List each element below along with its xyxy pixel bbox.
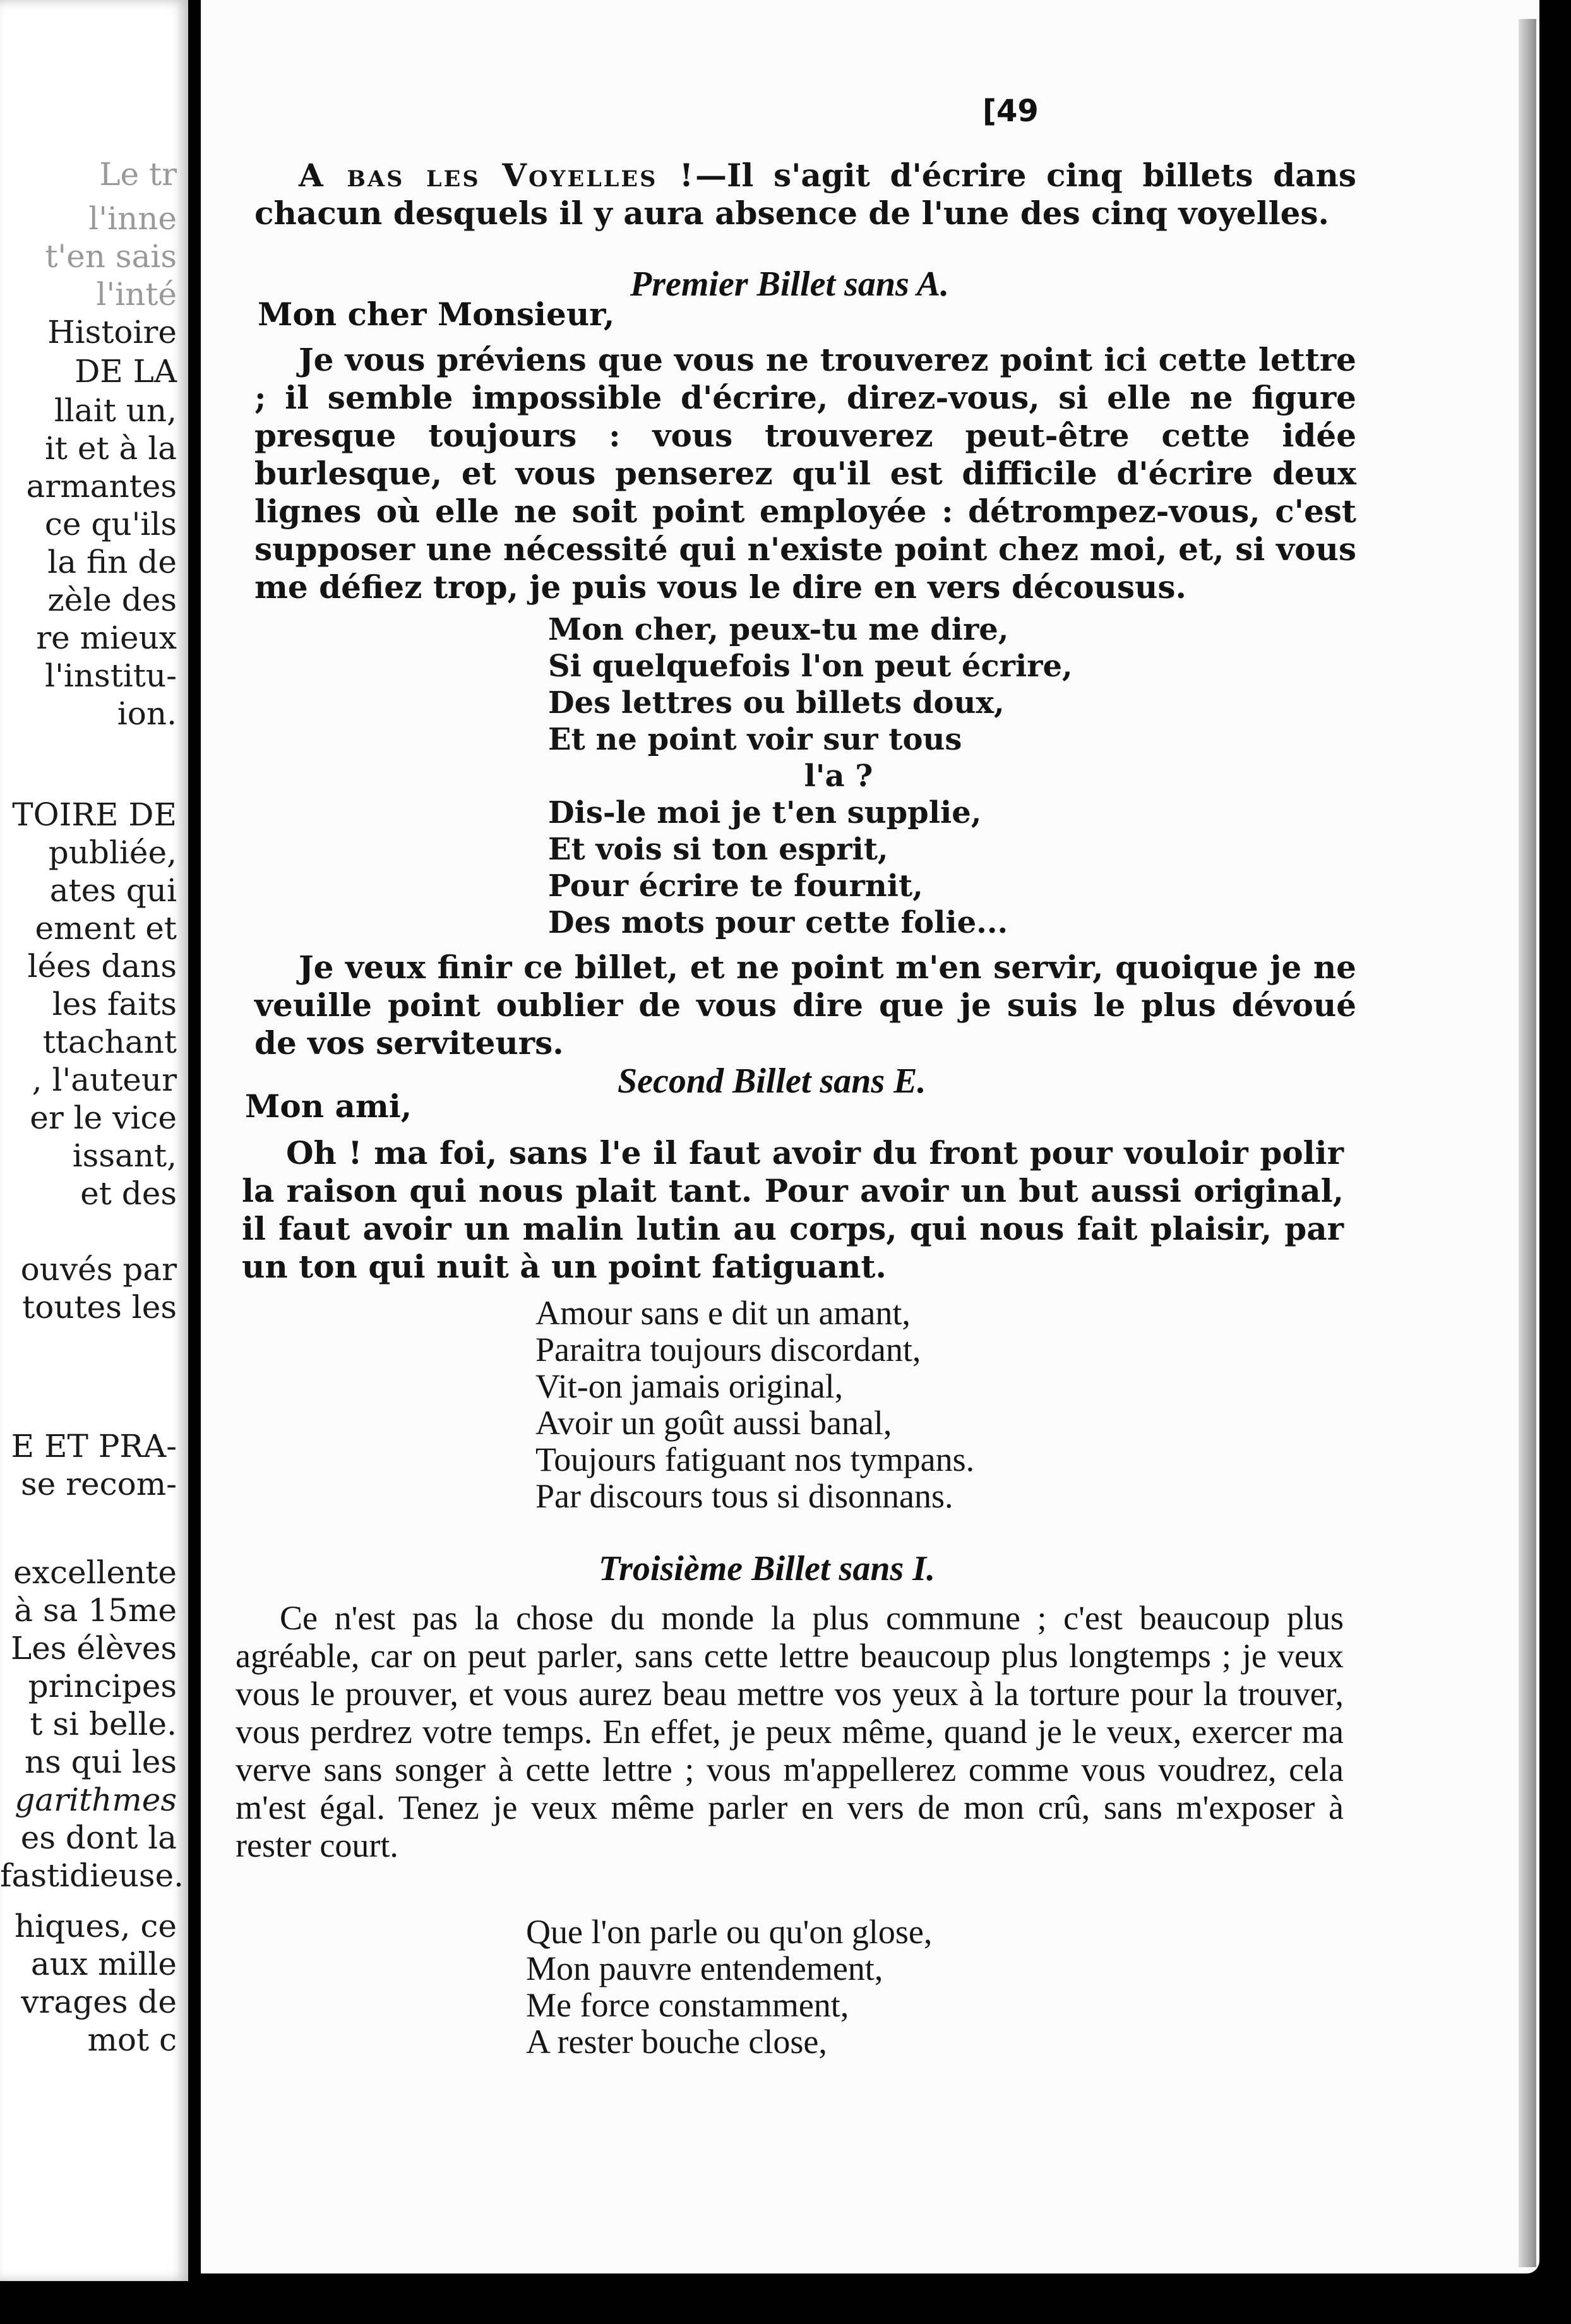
poem-line: Mon cher, peux-tu me dire, [548, 612, 1009, 647]
left-page-line: ouvés par [20, 1251, 177, 1288]
page-number: [49 [983, 93, 1039, 129]
left-page-line: , l'auteur [32, 1062, 177, 1098]
left-page-line: vrages de [21, 1984, 177, 2020]
left-page-line: l'inté [96, 276, 177, 313]
poem-line: Toujours fatiguant nos tympans. [535, 1441, 975, 1478]
billet1-salutation: Mon cher Monsieur, [258, 296, 615, 333]
left-page-line: lées dans [27, 948, 177, 985]
left-page-line: issant, [72, 1137, 177, 1174]
intro-caps: A bas les Voyelles ! [299, 157, 695, 194]
main-page [201, 0, 1539, 2273]
left-page-line: la fin de [47, 544, 177, 580]
left-page-line: es dont la [20, 1819, 177, 1856]
billet1-poem [548, 611, 1073, 941]
billet3-paragraph: Ce n'est pas la chose du monde la plus commune ; c'est beaucoup plus agréable, car on peut parler, sans cette lettre beaucoup plus longtemps ; je veux vous le prouver, et vous aurez beau mettre vos yeux à la torture pour la trouver, vous perdrez votre temps. En effet, je peux même, quand je le veux, exercer ma verve sans songer à cette lettre ; vous m'appellerez comme vous voudrez, cela m'est égal. Tenez je veux même parler en vers de mon crû, sans m'exposer à rester court. [236, 1599, 1344, 1864]
left-page-line: ce qu'ils [44, 506, 177, 542]
left-page-line: hiques, ce [14, 1908, 177, 1944]
left-page-line: fastidieuse. [0, 1857, 184, 1894]
left-page-line: toutes les [22, 1289, 177, 1326]
left-page-line: les faits [52, 986, 177, 1022]
intro-rest: —Il s'agit d'écrire cinq billets dans chacun desquels il y aura absence de l'une des cinq voyelles. [254, 157, 1356, 232]
left-page-line: Les élèves [10, 1630, 177, 1667]
billet3-title: Troisième Billet sans I. [599, 1549, 936, 1588]
left-page-line: l'inne [88, 200, 177, 237]
left-page-fragment [0, 0, 188, 2281]
left-page-line: principes [28, 1668, 177, 1704]
left-page-line: re mieux [36, 620, 177, 656]
left-page-line: llait un, [54, 392, 177, 429]
left-page-line: zèle des [47, 582, 177, 618]
left-page-line: TOIRE DE [12, 796, 177, 833]
billet3-poem [526, 1914, 932, 2060]
left-page-line: Le tr [99, 156, 177, 193]
left-page-line: ion. [117, 695, 177, 732]
left-page-line: aux mille [30, 1946, 177, 1982]
page-edge [1519, 19, 1536, 2267]
billet1-paragraph: Je vous préviens que vous ne trouverez point ici cette lettre ; il semble impossible d'écrire, direz-vous, si elle ne figure presque toujours : vous trouverez peut-être cette idée burlesque, et vous penserez qu'il est difficile d'écrire deux lignes où elle ne soit point employée : détrompez-vous, c'est supposer une nécessité qui n'existe point chez moi, et, si vous me défiez trop, je puis vous le dire en vers décousus. [254, 341, 1356, 606]
billet2-title: Second Billet sans E. [618, 1062, 926, 1101]
poem-line: Mon pauvre entendement, [526, 1950, 883, 1987]
left-page-line: mot c [87, 2022, 177, 2058]
poem-line: Amour sans e dit un amant, [535, 1294, 911, 1332]
left-page-line: Histoire [47, 314, 177, 350]
poem-line: Que l'on parle ou qu'on glose, [526, 1913, 933, 1951]
left-page-line: t'en sais [45, 238, 177, 275]
poem-line: Avoir un goût aussi banal, [535, 1404, 892, 1442]
left-page-line: it et à la [44, 430, 177, 467]
book-spine [188, 0, 201, 2299]
poem-line: Par discours tous si disonnans. [535, 1477, 953, 1515]
billet2-salutation: Mon ami, [245, 1087, 412, 1125]
billet2-poem [535, 1295, 974, 1514]
poem-line: Paraitra toujours discordant, [535, 1331, 921, 1369]
left-page-line: E ET PRA- [11, 1428, 177, 1464]
left-page-line: ates qui [49, 872, 177, 909]
poem-line: Dis-le moi je t'en supplie, [548, 795, 982, 830]
billet1-closing: Je veux finir ce billet, et ne point m'en servir, quoique je ne veuille point oublier de vous dire que je suis le plus dévoué de vos serviteurs. [254, 949, 1356, 1062]
poem-line: Pour écrire te fournit, [548, 868, 923, 904]
left-page-line: ement et [35, 910, 177, 947]
left-page-line: et des [80, 1175, 177, 1212]
left-page-line: l'institu- [45, 657, 177, 694]
billet2-paragraph: Oh ! ma foi, sans l'e il faut avoir du front pour vouloir polir la raison qui nous plait tant. Pour avoir un but aussi original, il faut avoir un malin lutin au corps, qui nous fait plaisir, par un ton qui nuit à un point fatiguant. [242, 1134, 1344, 1285]
left-page-line: DE LA [75, 353, 177, 390]
left-page-line: garithmes [15, 1782, 177, 1818]
left-page-line: er le vice [30, 1099, 177, 1136]
poem-line: Et ne point voir sur tous [548, 722, 962, 757]
left-page-line: t si belle. [30, 1706, 177, 1742]
left-page-line: se recom- [20, 1466, 177, 1502]
poem-line: Vit-on jamais original, [535, 1367, 844, 1405]
poem-line: Et vois si ton esprit, [548, 832, 888, 867]
left-page-line: ttachant [42, 1024, 177, 1060]
poem-line: Des mots pour cette folie... [548, 905, 1008, 940]
poem-line: Des lettres ou billets doux, [548, 685, 1005, 721]
billet1-title: Premier Billet sans A. [630, 265, 950, 304]
left-page-line: à sa 15me [14, 1592, 177, 1629]
left-page-line: publiée, [48, 834, 177, 871]
left-page-line: ns qui les [24, 1744, 177, 1780]
intro-paragraph [254, 157, 1356, 232]
poem-line: l'a ? [804, 758, 873, 794]
left-page-line: excellente [13, 1554, 177, 1591]
poem-line: Me force constamment, [526, 1986, 849, 2024]
poem-line: Si quelquefois l'on peut écrire, [548, 649, 1073, 684]
left-page-line: armantes [26, 468, 177, 505]
poem-line: A rester bouche close, [526, 2023, 827, 2061]
